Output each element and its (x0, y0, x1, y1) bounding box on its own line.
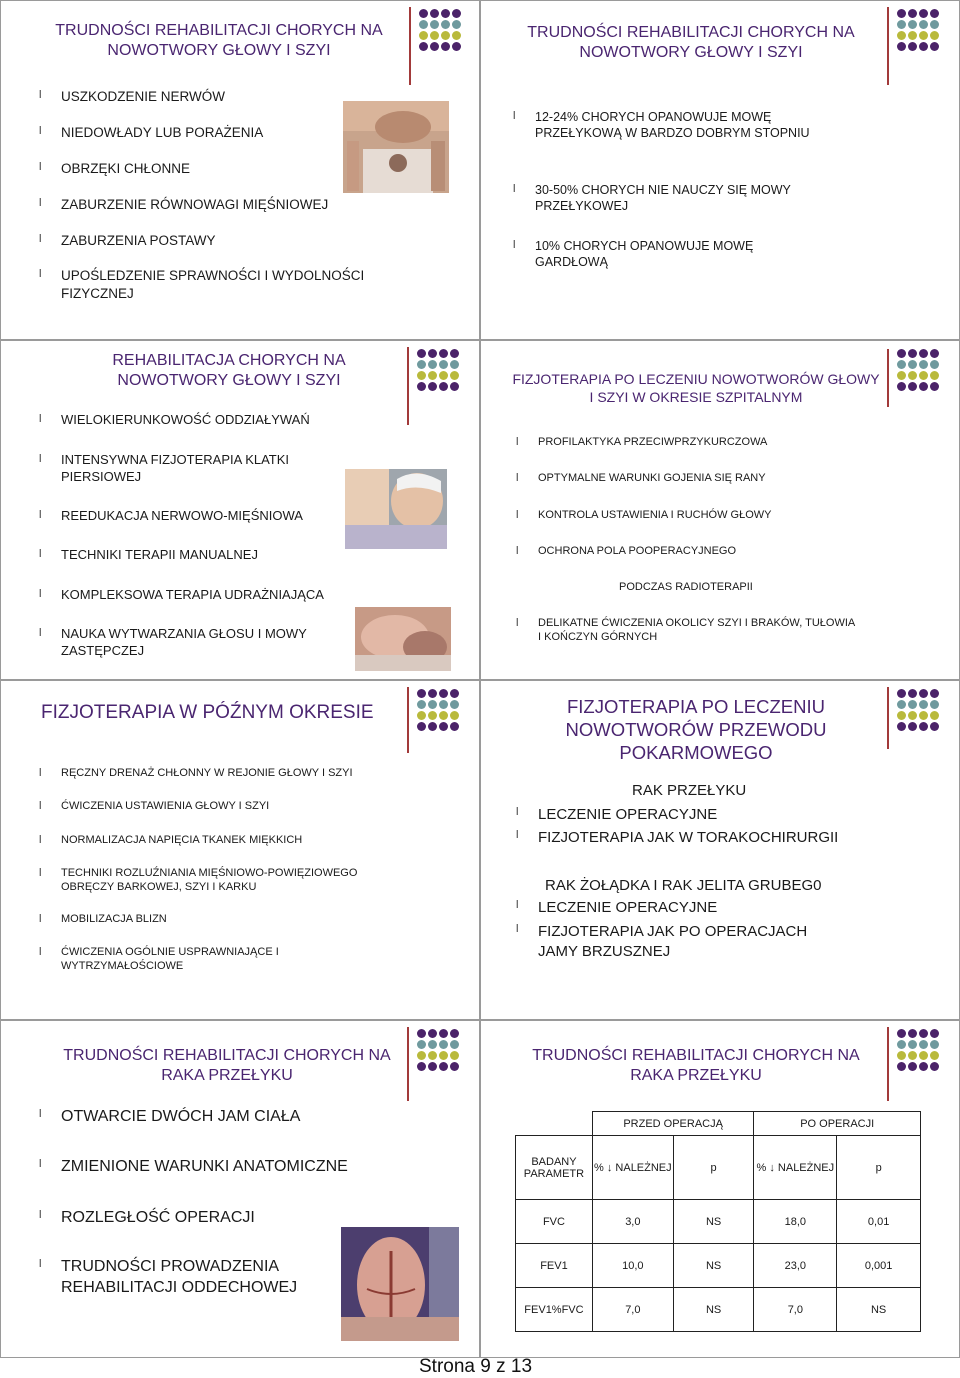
decorative-dot (930, 700, 939, 709)
decorative-dot (919, 1029, 928, 1038)
decorative-dot (919, 689, 928, 698)
decorative-dots (897, 9, 939, 51)
table-row (516, 1244, 921, 1288)
decorative-dot (930, 1040, 939, 1049)
table-row (516, 1200, 921, 1244)
header-pct-after: % ↓ NALEŻNEJ (754, 1136, 837, 1200)
decorative-dot (450, 722, 459, 731)
decorative-dot (439, 349, 448, 358)
decorative-dot (930, 1062, 939, 1071)
decorative-dot (439, 1040, 448, 1049)
decorative-dots (417, 349, 459, 391)
decorative-dot (930, 349, 939, 358)
decorative-dot (919, 1062, 928, 1071)
decorative-dot (919, 371, 928, 380)
decorative-dot (417, 1029, 426, 1038)
accent-line (887, 687, 889, 749)
decorative-dot (419, 9, 428, 18)
header-p-before: p (673, 1136, 754, 1200)
decorative-dot (450, 349, 459, 358)
bullet-item: l ĆWICZENIA USTAWIENIA GŁOWY I SZYI (61, 799, 401, 813)
decorative-dot (417, 1051, 426, 1060)
decorative-dot (450, 689, 459, 698)
decorative-dot (908, 360, 917, 369)
slide-4 (480, 340, 960, 680)
value-cell: NS (673, 1200, 754, 1244)
header-after-surgery: PO OPERACJI (754, 1112, 921, 1136)
decorative-dot (441, 9, 450, 18)
decorative-dot (930, 711, 939, 720)
decorative-dot (930, 371, 939, 380)
decorative-dot (897, 9, 906, 18)
decorative-dot (919, 382, 928, 391)
bullet-item: l OPTYMALNE WARUNKI GOJENIA SIĘ RANY (538, 471, 858, 485)
bullet-item: l ROZLEGŁOŚĆ OPERACJI (61, 1208, 321, 1229)
bullet-item: l LECZENIE OPERACYJNE (538, 805, 878, 825)
value-cell: 18,0 (754, 1200, 837, 1244)
decorative-dot (439, 1062, 448, 1071)
decorative-dot (919, 360, 928, 369)
decorative-dot (908, 9, 917, 18)
slide-title: TRUDNOŚCI REHABILITACJI CHORYCH NA RAKA PRZEŁYKU (532, 1047, 860, 1084)
decorative-dot (908, 700, 917, 709)
decorative-dot (428, 360, 437, 369)
decorative-dot (919, 349, 928, 358)
decorative-dot (930, 722, 939, 731)
bullet-item: l WIELOKIERUNKOWOŚĆ ODDZIAŁYWAŃ (61, 412, 381, 429)
decorative-dot (908, 1051, 917, 1060)
decorative-dot (897, 371, 906, 380)
decorative-dot (908, 689, 917, 698)
bullet-item: l INTENSYWNA FIZJOTERAPIA KLATKI PIERSIOWEJ (61, 452, 351, 486)
decorative-dot (417, 371, 426, 380)
slide-title: REHABILITACJA CHORYCH NA NOWOTWORY GŁOWY I SZYI (112, 352, 346, 389)
bullet-item: l TRUDNOŚCI PROWADZENIA REHABILITACJI ODDECHOWEJ (61, 1257, 331, 1299)
table-row (516, 1288, 921, 1332)
decorative-dot (450, 382, 459, 391)
decorative-dot (908, 31, 917, 40)
decorative-dots (417, 1029, 459, 1071)
patient-neck-photo (343, 101, 449, 193)
decorative-dot (897, 1040, 906, 1049)
value-cell: NS (837, 1288, 921, 1332)
slide-title: TRUDNOŚCI REHABILITACJI CHORYCH NA RAKA PRZEŁYKU (63, 1047, 391, 1084)
slide-5 (0, 680, 480, 1020)
decorative-dot (430, 31, 439, 40)
bullet-item: l OCHRONA POLA POOPERACYJNEGO (538, 544, 858, 558)
decorative-dot (450, 360, 459, 369)
decorative-dot (441, 20, 450, 29)
value-cell: 0,01 (837, 1200, 921, 1244)
decorative-dot (897, 349, 906, 358)
decorative-dot (439, 1051, 448, 1060)
decorative-dot (419, 20, 428, 29)
bullet-item: l RĘCZNY DRENAŻ CHŁONNY W REJONIE GŁOWY I SZYI (61, 766, 421, 780)
decorative-dot (930, 20, 939, 29)
decorative-dot (419, 31, 428, 40)
decorative-dot (908, 371, 917, 380)
bullet-item: l NAUKA WYTWARZANIA GŁOSU I MOWY ZASTĘPCZEJ (61, 626, 361, 660)
decorative-dot (908, 20, 917, 29)
value-cell: 0,001 (837, 1244, 921, 1288)
decorative-dot (439, 700, 448, 709)
decorative-dot (908, 1040, 917, 1049)
decorative-dot (417, 722, 426, 731)
decorative-dot (919, 9, 928, 18)
decorative-dot (897, 1051, 906, 1060)
decorative-dot (897, 31, 906, 40)
decorative-dot (417, 382, 426, 391)
decorative-dot (908, 1062, 917, 1071)
decorative-dot (930, 382, 939, 391)
decorative-dot (908, 349, 917, 358)
value-cell: 7,0 (592, 1288, 673, 1332)
value-cell: NS (673, 1288, 754, 1332)
decorative-dot (430, 42, 439, 51)
decorative-dot (919, 31, 928, 40)
value-cell: 7,0 (754, 1288, 837, 1332)
decorative-dot (430, 20, 439, 29)
decorative-dot (417, 349, 426, 358)
decorative-dot (897, 689, 906, 698)
accent-line (887, 7, 889, 85)
decorative-dot (452, 20, 461, 29)
spirometry-table (515, 1111, 921, 1332)
decorative-dot (897, 20, 906, 29)
decorative-dot (450, 700, 459, 709)
slide-title: TRUDNOŚCI REHABILITACJI CHORYCH NA NOWOTWORY GŁOWY I SZYI (55, 22, 383, 59)
decorative-dot (439, 382, 448, 391)
slide-title: FIZJOTERAPIA W PÓŹNYM OKRESIE (41, 702, 374, 723)
decorative-dot (897, 700, 906, 709)
decorative-dot (428, 1040, 437, 1049)
bullet-item: l OTWARCIE DWÓCH JAM CIAŁA (61, 1107, 381, 1128)
bullet-item: l ZABURZENIE RÓWNOWAGI MIĘŚNIOWEJ (61, 196, 401, 214)
decorative-dot (930, 689, 939, 698)
decorative-dot (919, 42, 928, 51)
bullet-item: l USZKODZENIE NERWÓW (61, 88, 401, 106)
decorative-dot (428, 1029, 437, 1038)
slide-7 (0, 1020, 480, 1358)
bullet-item: l KOMPLEKSOWA TERAPIA UDRAŻNIAJĄCA (61, 587, 381, 604)
bullet-item: l REEDUKACJA NERWOWO-MIĘŚNIOWA (61, 508, 361, 525)
decorative-dot (417, 1040, 426, 1049)
decorative-dot (930, 1029, 939, 1038)
page-number: Strona 9 z 13 (419, 1356, 533, 1377)
decorative-dots (897, 689, 939, 731)
decorative-dots (419, 9, 461, 51)
decorative-dot (439, 711, 448, 720)
slide-title: FIZJOTERAPIA PO LECZENIU NOWOTWORÓW PRZEWODU POKARMOWEGO (565, 696, 827, 764)
param-cell: FVC (516, 1200, 593, 1244)
decorative-dot (930, 1051, 939, 1060)
bullet-item: l 30-50% CHORYCH NIE NAUCZY SIĘ MOWY PRZEŁYKOWEJ (535, 182, 835, 215)
accent-line (407, 1027, 409, 1101)
decorative-dot (417, 711, 426, 720)
decorative-dot (908, 382, 917, 391)
bullet-item: l TECHNIKI ROZLUŹNIANIA MIĘŚNIOWO-POWIĘZIOWEGO OBRĘCZY BARKOWEJ, SZYI I KARKU (61, 866, 401, 895)
decorative-dot (428, 711, 437, 720)
accent-line (407, 687, 409, 753)
decorative-dot (919, 20, 928, 29)
decorative-dot (919, 1040, 928, 1049)
decorative-dot (439, 722, 448, 731)
section-subheading: PODCZAS RADIOTERAPII (619, 581, 753, 593)
decorative-dot (419, 42, 428, 51)
decorative-dot (450, 1029, 459, 1038)
decorative-dot (450, 1062, 459, 1071)
bullet-item: l ZMIENIONE WARUNKI ANATOMICZNE (61, 1157, 401, 1178)
decorative-dot (428, 689, 437, 698)
bullet-item: l OBRZĘKI CHŁONNE (61, 160, 401, 178)
bullet-item: l 10% CHORYCH OPANOWUJE MOWĘ GARDŁOWĄ (535, 238, 825, 271)
decorative-dot (930, 9, 939, 18)
decorative-dot (417, 360, 426, 369)
param-cell: FEV1%FVC (516, 1288, 593, 1332)
decorative-dot (428, 1051, 437, 1060)
slide-title: TRUDNOŚCI REHABILITACJI CHORYCH NA NOWOTWORY GŁOWY I SZYI (527, 24, 855, 61)
decorative-dot (439, 360, 448, 369)
decorative-dot (428, 349, 437, 358)
bullet-item: l LECZENIE OPERACYJNE (538, 898, 878, 918)
decorative-dot (428, 382, 437, 391)
decorative-dot (417, 700, 426, 709)
value-cell: 23,0 (754, 1244, 837, 1288)
decorative-dot (908, 711, 917, 720)
decorative-dot (908, 1029, 917, 1038)
decorative-dot (430, 9, 439, 18)
decorative-dot (428, 1062, 437, 1071)
decorative-dot (897, 1062, 906, 1071)
bullet-item: l NORMALIZACJA NAPIĘCIA TKANEK MIĘKKICH (61, 833, 401, 847)
decorative-dots (897, 1029, 939, 1071)
header-p-after: p (837, 1136, 921, 1200)
patient-head-photo (345, 469, 447, 549)
bullet-item: l FIZJOTERAPIA JAK PO OPERACJACH JAMY BRZUSZNEJ (538, 922, 838, 961)
decorative-dot (908, 42, 917, 51)
slide-title: FIZJOTERAPIA PO LECZENIU NOWOTWORÓW GŁOWY I SZYI W OKRESIE SZPITALNYM (512, 371, 880, 405)
accent-line (407, 347, 409, 425)
accent-line (887, 349, 889, 407)
header-before-surgery: PRZED OPERACJĄ (592, 1112, 754, 1136)
decorative-dot (897, 711, 906, 720)
param-cell: FEV1 (516, 1244, 593, 1288)
decorative-dot (930, 360, 939, 369)
accent-line (887, 1027, 889, 1101)
decorative-dot (439, 689, 448, 698)
bullet-item: l 12-24% CHORYCH OPANOWUJE MOWĘ PRZEŁYKOWĄ W BARDZO DOBRYM STOPNIU (535, 109, 825, 142)
header-pct-before: % ↓ NALEŻNEJ (592, 1136, 673, 1200)
bullet-item: l NIEDOWŁADY LUB PORAŻENIA (61, 124, 401, 142)
accent-line (409, 7, 411, 85)
decorative-dot (428, 722, 437, 731)
bullet-item: l PROFILAKTYKA PRZECIWPRZYKURCZOWA (538, 435, 858, 449)
decorative-dot (417, 689, 426, 698)
decorative-dot (428, 700, 437, 709)
slide-6 (480, 680, 960, 1020)
decorative-dot (919, 711, 928, 720)
bullet-item: l KONTROLA USTAWIENIA I RUCHÓW GŁOWY (538, 508, 858, 522)
decorative-dot (908, 722, 917, 731)
decorative-dot (919, 700, 928, 709)
decorative-dot (452, 42, 461, 51)
decorative-dot (897, 1029, 906, 1038)
bullet-item: l FIZJOTERAPIA JAK W TORAKOCHIRURGII (538, 828, 898, 848)
decorative-dot (452, 9, 461, 18)
header-parameter: BADANY PARAMETR (516, 1136, 593, 1200)
section-heading: RAK PRZEŁYKU (632, 782, 747, 799)
decorative-dot (897, 382, 906, 391)
decorative-dots (417, 689, 459, 731)
bullet-item: l MOBILIZACJA BLIZN (61, 912, 401, 926)
decorative-dot (930, 42, 939, 51)
bullet-item: l TECHNIKI TERAPII MANUALNEJ (61, 547, 361, 564)
value-cell: NS (673, 1244, 754, 1288)
decorative-dot (897, 42, 906, 51)
bullet-item: l UPOŚLEDZENIE SPRAWNOŚCI I WYDOLNOŚCI FIZYCZNEJ (61, 267, 401, 302)
decorative-dot (417, 1062, 426, 1071)
decorative-dot (930, 31, 939, 40)
decorative-dot (441, 42, 450, 51)
slide-1 (0, 0, 480, 340)
decorative-dot (897, 360, 906, 369)
bullet-item: l ZABURZENIA POSTAWY (61, 232, 401, 250)
decorative-dots (897, 349, 939, 391)
decorative-dot (450, 371, 459, 380)
decorative-dot (450, 1040, 459, 1049)
neck-massage-photo (355, 607, 451, 671)
decorative-dot (919, 1051, 928, 1060)
slide-8 (480, 1020, 960, 1358)
bullet-item: l DELIKATNE ĆWICZENIA OKOLICY SZYI I BRAKÓW, TUŁOWIA I KOŃCZYN GÓRNYCH (538, 616, 858, 645)
decorative-dot (428, 371, 437, 380)
value-cell: 10,0 (592, 1244, 673, 1288)
slide-3 (0, 340, 480, 680)
bullet-item: l ĆWICZENIA OGÓLNIE USPRAWNIAJĄCE I WYTRZYMAŁOŚCIOWE (61, 945, 361, 974)
decorative-dot (439, 371, 448, 380)
decorative-dot (450, 711, 459, 720)
slide-2 (480, 0, 960, 340)
decorative-dot (897, 722, 906, 731)
decorative-dot (919, 722, 928, 731)
decorative-dot (452, 31, 461, 40)
value-cell: 3,0 (592, 1200, 673, 1244)
postoperative-patient-photo (341, 1227, 459, 1341)
section-heading: RAK ŻOŁĄDKA I RAK JELITA GRUBEG0 (545, 877, 822, 894)
decorative-dot (441, 31, 450, 40)
decorative-dot (450, 1051, 459, 1060)
decorative-dot (439, 1029, 448, 1038)
